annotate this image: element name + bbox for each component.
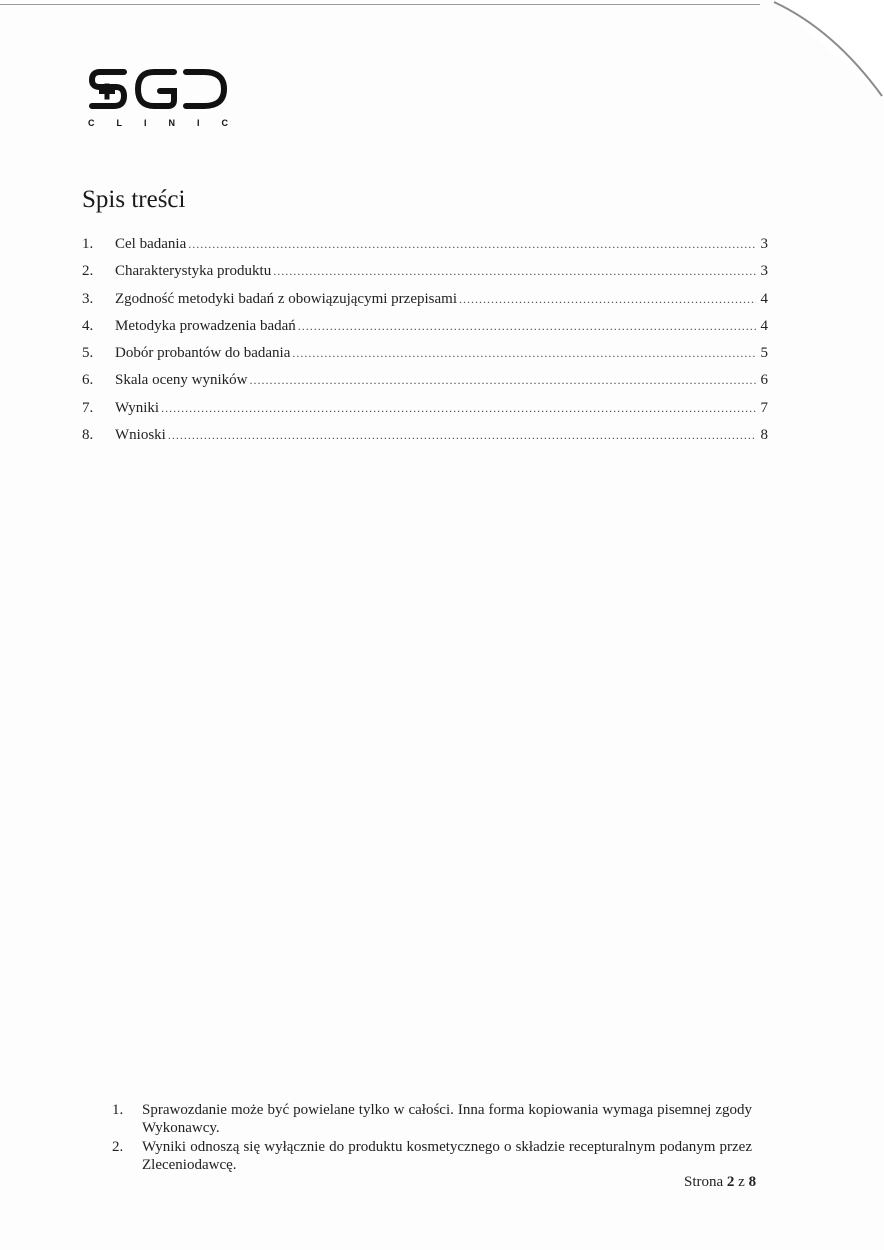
toc-item[interactable] xyxy=(82,318,768,345)
toc-item[interactable] xyxy=(82,263,768,290)
footer-note-number: 2. xyxy=(112,1139,124,1155)
toc-item-page: 4 xyxy=(760,317,768,334)
footer-note xyxy=(112,1101,752,1137)
toc-item-page: 3 xyxy=(760,263,768,280)
page-number-current: 2 xyxy=(726,1174,735,1190)
toc-item-page: 4 xyxy=(760,290,768,307)
toc-item[interactable] xyxy=(82,345,768,372)
toc-leader-dots xyxy=(292,346,756,361)
toc-item-page: 3 xyxy=(760,236,768,252)
logo-letter: C xyxy=(88,118,95,128)
toc-item-number: 1. xyxy=(82,236,94,252)
page-number-separator: z xyxy=(738,1174,745,1190)
toc-leader-dots xyxy=(161,401,756,416)
toc-item-label: Cel badania xyxy=(115,236,187,252)
toc-leader-dots xyxy=(249,373,756,388)
toc-item-label: Charakterystyka produktu xyxy=(115,263,272,280)
toc-item-number: 8. xyxy=(82,427,94,444)
page-number-total: 8 xyxy=(748,1174,757,1190)
logo-letter: I xyxy=(143,118,147,128)
toc-item-number: 5. xyxy=(82,345,94,362)
toc-item-number: 2. xyxy=(82,263,94,280)
toc-leader-dots xyxy=(188,237,756,252)
toc-title: Spis treści xyxy=(82,186,186,213)
scan-edge-line xyxy=(0,4,760,5)
toc-item-label: Dobór probantów do badania xyxy=(115,345,291,362)
page-number-prefix: Strona xyxy=(684,1174,724,1190)
logo-clinic-subtitle xyxy=(88,118,228,128)
logo-letter: L xyxy=(116,118,122,128)
toc-item-number: 3. xyxy=(82,290,94,307)
toc-leader-dots xyxy=(168,428,756,443)
footer-note-text: Sprawozdanie może być powielane tylko w całości. Inna forma kopiowania wymaga pisemnej zgody Wykonawcy. xyxy=(142,1102,752,1136)
page-number xyxy=(684,1174,756,1191)
toc-item-label: Wnioski xyxy=(115,427,166,444)
toc-item-page: 5 xyxy=(760,345,768,362)
toc-item-label: Skala oceny wyników xyxy=(115,372,248,389)
folded-corner-shadow xyxy=(754,0,884,100)
toc-leader-dots xyxy=(273,264,756,279)
toc-item-label: Metodyka prowadzenia badań xyxy=(115,317,296,334)
toc-item[interactable] xyxy=(82,372,768,399)
logo-letter: I xyxy=(196,118,200,128)
toc-item[interactable] xyxy=(82,400,768,427)
toc-leader-dots xyxy=(298,319,756,334)
footer-note-number: 1. xyxy=(112,1102,124,1118)
footer-note-text: Wyniki odnoszą się wyłącznie do produktu kosmetycznego o składzie recepturalnym podanym przez Zleceniodawcę. xyxy=(142,1139,752,1173)
toc-item[interactable] xyxy=(82,236,768,263)
toc-item[interactable] xyxy=(82,291,768,318)
footer-note xyxy=(112,1138,752,1174)
toc-item-label: Zgodność metodyki badań z obowiązującymi przepisami xyxy=(115,290,457,307)
logo-letter: C xyxy=(221,118,228,128)
toc-item-page: 6 xyxy=(760,372,768,389)
toc-item[interactable] xyxy=(82,427,768,454)
toc-item-page: 7 xyxy=(760,399,768,416)
toc-item-page: 8 xyxy=(760,427,768,444)
toc-leader-dots xyxy=(459,292,756,307)
toc-item-number: 7. xyxy=(82,399,94,416)
toc-item-number: 4. xyxy=(82,317,94,334)
toc-list xyxy=(82,236,768,454)
toc-item-label: Wyniki xyxy=(115,399,160,416)
logo-letter: N xyxy=(168,118,175,128)
toc-item-number: 6. xyxy=(82,372,94,389)
footer-notes xyxy=(112,1101,752,1175)
sgd-logo-mark-icon xyxy=(86,62,236,118)
